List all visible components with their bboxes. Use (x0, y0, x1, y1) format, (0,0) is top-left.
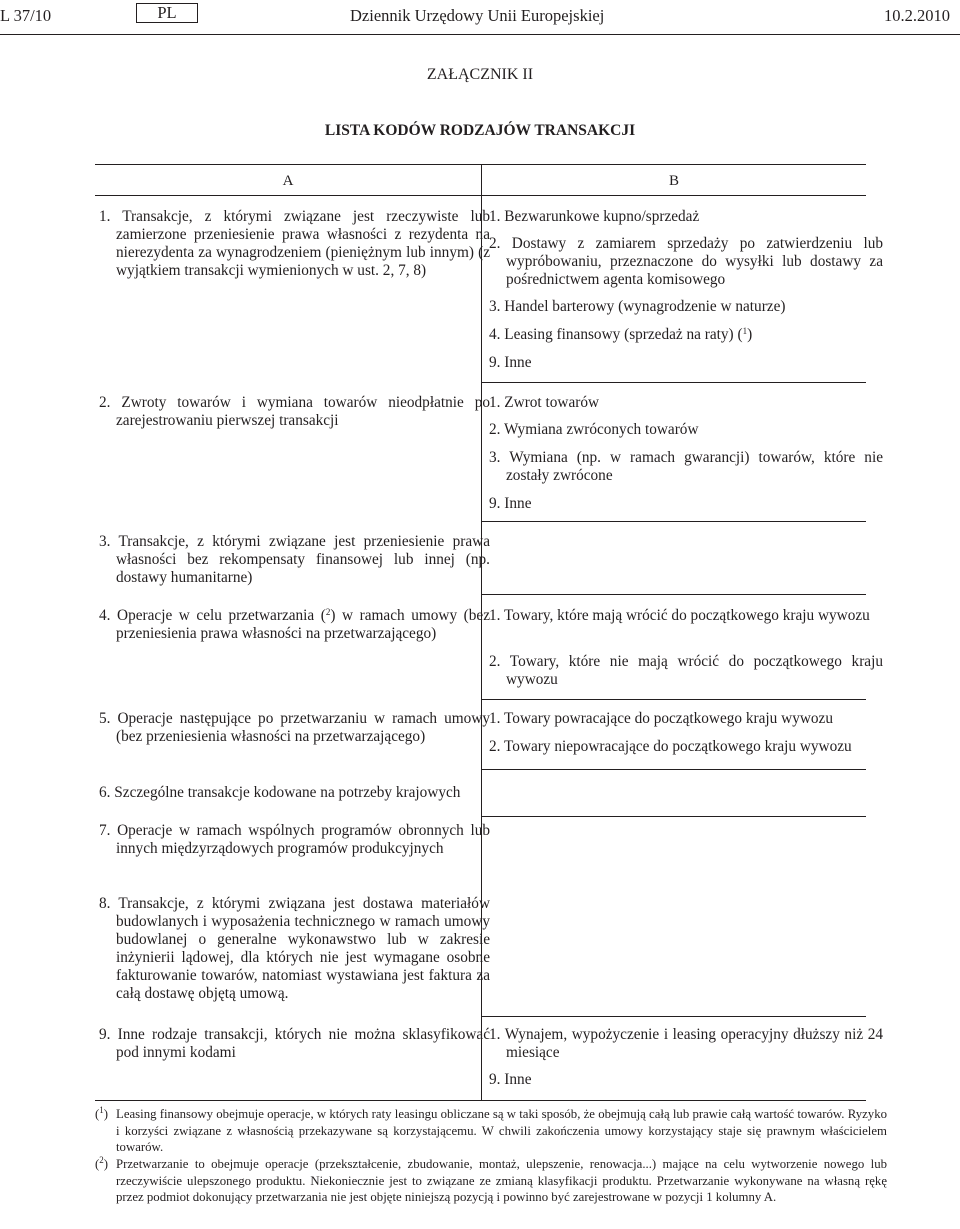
code-1-4-text: 4. Leasing finansowy (sprzedaż na raty) (489, 326, 734, 343)
list-title: LISTA KODÓW RODZAJÓW TRANSAKCJI (324, 122, 636, 139)
code-1-4: 4. Leasing finansowy (sprzedaż na raty) ($^1$) (489, 326, 753, 343)
footnote-1: ($^1$) Leasing finansowy obejmuje operacje, w których raty leasingu obliczane są w taki sposób, że obejmują całą lub prawie całą wartość towarów. Ryzyko i korzyści związane z własnością przekazywane są korzystającemu. W chwili zakończenia umowy korzystający staje się prawnym właścicielem towarów. (95, 1105, 887, 1154)
row-divider (481, 1016, 866, 1017)
code-4-1: 1. Towary, które mają wrócić do początkowego kraju wywozu (489, 607, 870, 624)
code-7-description: 7. Operacje w ramach wspólnych programów obronnych lub innych międzyrządowych programów produkcyjnych (99, 822, 490, 857)
code-2-9: 9. Inne (489, 495, 532, 512)
footnote-1-marker: 1 (99, 1105, 104, 1115)
code-5-1: 1. Towary powracające do początkowego kraju wywozu (489, 710, 833, 727)
footnote-ref-1: 1 (742, 326, 748, 336)
code-4-text-a: 4. Operacje w celu przetwarzania (99, 607, 315, 624)
code-2-description: 2. Zwroty towarów i wymiana towarów nieodpłatnie po zarejestrowaniu pierwszej transakcji (99, 394, 490, 429)
row-divider (481, 521, 866, 522)
code-5-2: 2. Towary niepowracające do początkowego kraju wywozu (489, 738, 852, 755)
page-reference: L 37/10 (0, 6, 52, 25)
code-4-2: 2. Towary, które nie mają wrócić do początkowego kraju wywozu (489, 653, 883, 688)
code-1-2: 2. Dostawy z zamiarem sprzedaży po zatwierdzeniu lub wypróbowaniu, przeznaczone do wysyłki lub dostawy za pośrednictwem agenta komisowego (489, 235, 883, 288)
code-2-1: 1. Zwrot towarów (489, 394, 600, 411)
code-1-1: 1. Bezwarunkowe kupno/sprzedaż (489, 208, 700, 225)
footnote-2-text: Przetwarzanie to obejmuje operacje (przekształcenie, zbudowanie, montaż, ulepszenie, renowacja...) mające na celu wytworzenie nowego lub rzeczywiście ulepszonego produktu. Niekoniecznie jest to związane ze zmianą klasyfikacji produktu. Przetwarzanie wykonywane na własną rękę przez podmiot dokonujący przetwarzania nie jest objęte niniejszą pozycją i powinno być zarejestrowane w pozycji 1 kolumny A. (116, 1157, 887, 1204)
code-4-description: 4. Operacje w celu przetwarzania ($^2$) w ramach umowy (bez przeniesienia prawa własności na przetwarzającego) (99, 607, 490, 642)
publication-date: 10.2.2010 (884, 6, 950, 25)
code-9-description: 9. Inne rodzaje transakcji, których nie można sklasyfikować pod innymi kodami (99, 1026, 490, 1061)
code-8-description: 8. Transakcje, z którymi związana jest dostawa materiałów budowlanych i wyposażenia technicznego w ramach umowy budowlanej o generalne wykonawstwo lub w zakresie inżynierii lądowej, dla których nie jest wymagane osobne fakturowanie towarów, natomiast wystawiana jest faktura za całą dostawę objętą umową. (99, 895, 490, 1002)
header-rule (0, 34, 960, 35)
row-divider (481, 816, 866, 817)
row-divider (481, 769, 866, 770)
code-9-1: 1. Wynajem, wypożyczenie i leasing operacyjny dłuższy niż 24 miesiące (489, 1026, 883, 1061)
code-1-3: 3. Handel barterowy (wynagrodzenie w naturze) (489, 298, 786, 315)
journal-title: Dziennik Urzędowy Unii Europejskiej (350, 6, 605, 25)
row-divider (481, 699, 866, 700)
code-1-description: 1. Transakcje, z którymi związane jest rzeczywiste lub zamierzone przeniesienie prawa własności z rezydenta na nierezydenta za wynagrodzeniem (pieniężnym lub innym) (z wyjątkiem transakcji wymienionych w ust. 2, 7, 8) (99, 208, 490, 279)
footnote-2: ($^2$) Przetwarzanie to obejmuje operacje (przekształcenie, zbudowanie, montaż, ulepszenie, renowacja...) mające na celu wytworzenie nowego lub rzeczywiście ulepszonego produktu. Niekoniecznie jest to związane ze zmianą klasyfikacji produktu. Przetwarzanie wykonywane na własną rękę przez podmiot dokonujący przetwarzania nie jest objęte niniejszą pozycją i powinno być zarejestrowane w pozycji 1 kolumny A. (95, 1155, 887, 1204)
page-header (0, 0, 960, 36)
column-header-a: A (282, 173, 294, 189)
annex-title: ZAŁĄCZNIK II (426, 66, 534, 83)
row-divider (481, 594, 866, 595)
code-2-2: 2. Wymiana zwróconych towarów (489, 421, 699, 438)
language-code-box: PL (136, 3, 198, 23)
code-9-9: 9. Inne (489, 1071, 532, 1088)
code-3-description: 3. Transakcje, z którymi związane jest przeniesienie prawa własności bez rekompensaty finansowej lub innej (np. dostawy humanitarne) (99, 533, 490, 586)
code-5-description: 5. Operacje następujące po przetwarzaniu w ramach umowy (bez przeniesienia własności na przetwarzającego) (99, 710, 490, 745)
code-1-9: 9. Inne (489, 354, 532, 371)
code-4-text-b: w ramach umowy (bez przeniesienia prawa własności na przetwarzającego) (116, 607, 490, 642)
footnote-ref-2: 2 (325, 607, 331, 617)
footnote-1-text: Leasing finansowy obejmuje operacje, w których raty leasingu obliczane są w taki sposób, że obejmują całą lub prawie całą wartość towarów. Ryzyko i korzyści związane z własnością przekazywane są korzystającemu. W chwili zakończenia umowy korzystający staje się prawnym właścicielem towarów. (116, 1107, 887, 1154)
code-6-description: 6. Szczególne transakcje kodowane na potrzeby krajowych (99, 784, 461, 801)
code-2-3: 3. Wymiana (np. w ramach gwarancji) towarów, które nie zostały zwrócone (489, 449, 883, 484)
column-header-b: B (668, 173, 679, 189)
row-divider (481, 382, 866, 383)
footnote-2-marker: 2 (99, 1155, 104, 1165)
table-bottom-rule (95, 1100, 866, 1101)
